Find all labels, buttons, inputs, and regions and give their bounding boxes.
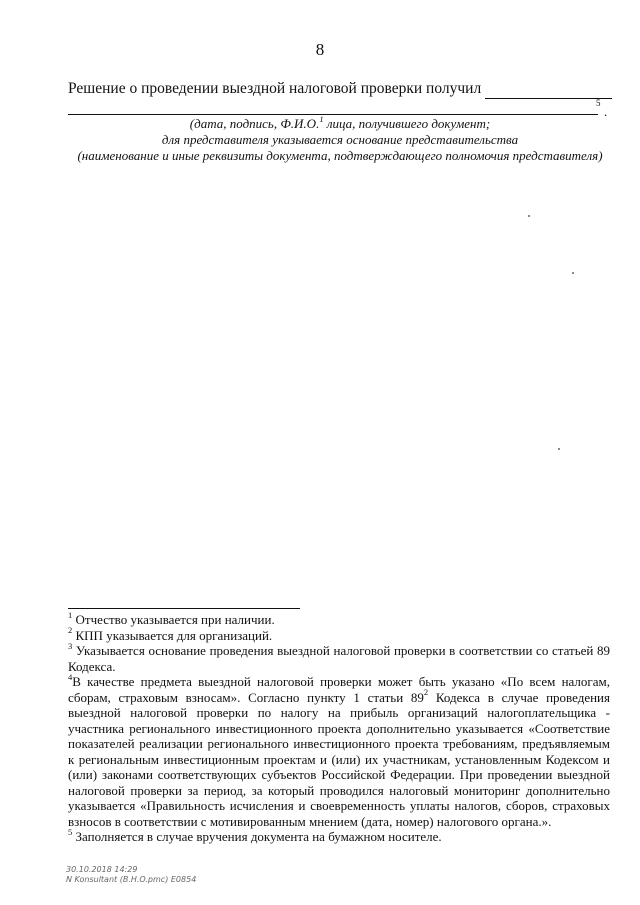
page-number: 8: [315, 40, 325, 59]
recipient-details-line: [68, 114, 598, 115]
footnote-3: $^3$ Указывается основание проведения выездной налоговой проверки в соответствии со статьей 89 Кодекса.: [68, 640, 610, 674]
footnote-5: $^5$ Заполняется в случае вручения документа на бумажном носителе.: [68, 826, 442, 844]
scan-speck: [528, 215, 530, 217]
footnote-ref-1: 1: [319, 113, 324, 124]
print-stamp: [66, 865, 196, 885]
print-stamp-source: N Konsultant (B.H.O.pmc) E0854: [66, 875, 197, 884]
footnote-4: $^4$В качестве предмета выездной налоговой проверки может быть указано «По всем налогам, сборам, страховым взносам». Согласно пункту 1 статьи $89^2$ Кодекса в случае проведения выездной налоговой проверки по налогу на прибыль организаций налогоплательщика - участника регионального инвестиционного проекта дополнительно указывается «Соответствие показателей реализации регионального инвестиционного проекта требованиям, предъявляемым к региональным инвестиционным проектам и (или) их участникам, установленным Кодексом и (или) законами соответствующих субъектов Российской Федерации. При проведении выездной налоговой проверки за период, за который проводился налоговый мониторинг дополнительно указывается «Правильность исчисления и своевременность уплаты налогов, сборов, страховых взносов в соответствии с мотивированным мнением (дата, номер) налогового органа.».: [68, 671, 610, 829]
field-caption-line-2: для представителя указывается основание представительства: [161, 132, 519, 147]
footnote-ref-5: 5: [596, 98, 601, 108]
signature-line: [485, 98, 612, 99]
decision-received-line: Решение о проведении выездной налоговой проверки получил: [68, 80, 482, 97]
print-stamp-date: 30.10.2018 14:29: [66, 865, 138, 874]
field-caption-line-3: (наименование и иные реквизиты документа, подтверждающего полномочия представителя): [77, 148, 603, 163]
footnote-separator: [68, 608, 300, 609]
end-mark: .: [604, 104, 608, 119]
field-caption-line-1: (дата, подпись, Ф.И.О.$^1$ лица, получившего документ;: [189, 113, 491, 131]
scan-speck: [572, 272, 574, 274]
footnotes: [68, 609, 610, 845]
footnote-1: $^1$ Отчество указывается при наличии.: [68, 609, 275, 627]
footnote-2: $^2$ КПП указывается для организаций.: [68, 625, 273, 643]
scan-speck: [558, 448, 560, 450]
